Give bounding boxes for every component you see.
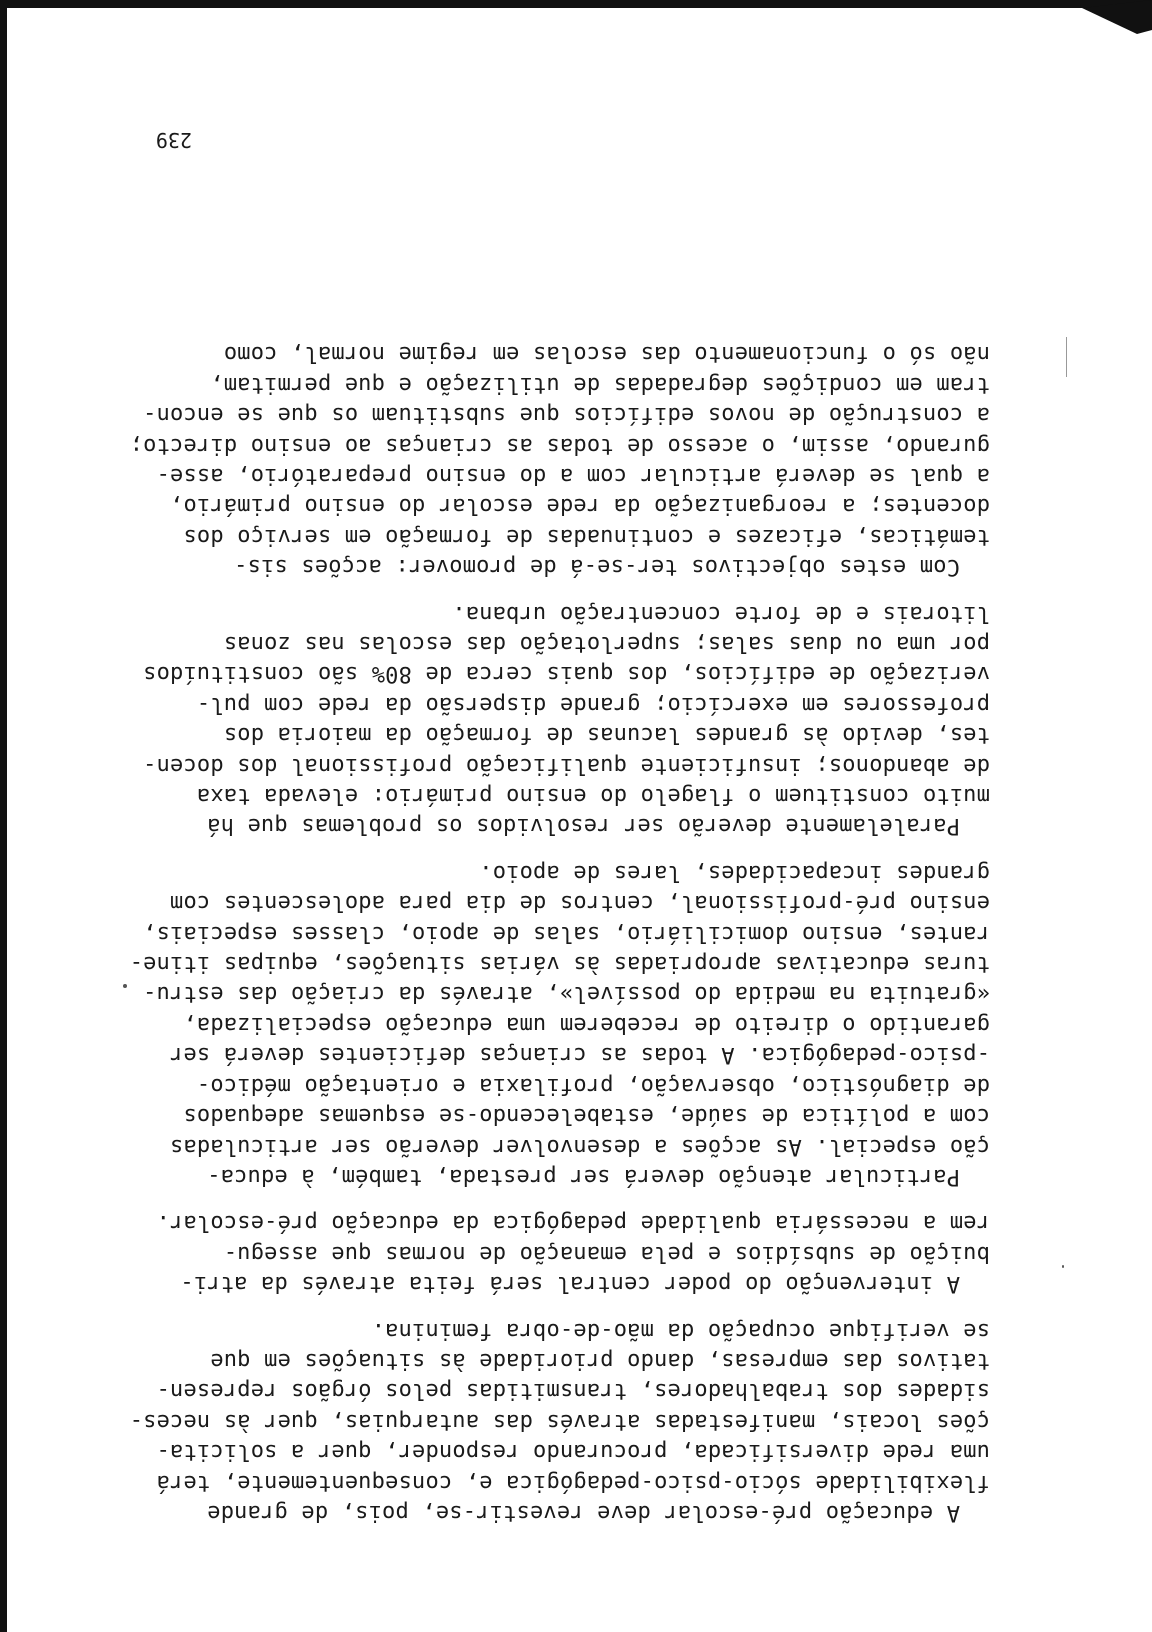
text-line: professores em exercício; grande dispersão da rede com pul-	[196, 691, 990, 717]
text-line: rantes, ensino domiciliário, salas de apoio, classes especiais,	[142, 920, 990, 946]
text-line: A educação pré-escolar deve revestir-se, pois, de grande	[207, 1500, 960, 1525]
body-text	[129, 322, 990, 1527]
text-line: A intervenção do poder central será feita através da atri-	[180, 1271, 960, 1297]
text-line: temáticas, eficazes e continuadas de formação em serviço dos	[183, 523, 990, 549]
text-line: tes, devido às grandes lacunas de formação da maioria dos	[223, 722, 990, 748]
text-line: verização de edifícios, dos quais cerca de 80% são constituídos	[142, 661, 990, 687]
paragraph-3	[129, 856, 990, 1190]
margin-speck	[123, 984, 127, 988]
text-line: buição de subsídios e pela emanação de normas que assegu-	[223, 1240, 990, 1266]
text-line: muito constituem o flagelo do ensino primário: elevada taxa	[196, 783, 990, 809]
text-line: turas educativas apropriadas às várias situações, equipas itine-	[129, 951, 990, 977]
text-line: tram em condições degradadas de utilização e que permitam,	[210, 371, 990, 397]
text-line: ensino pré-profissional, centros de dia para adolescentes com	[169, 890, 990, 916]
text-line: se verifique ocupação da mão-de-obra feminina.	[371, 1317, 990, 1343]
text-line: ção especial. As acções a desenvolver deverão ser articuladas	[169, 1133, 990, 1159]
text-line: sidades dos trabalhadores, transmitidas pelos órgãos represen-	[156, 1378, 990, 1404]
text-line: a construção de novos edifícios que substituam os que se encon-	[142, 402, 990, 428]
text-line: Particular atenção deverá ser prestada, também, à educa-	[207, 1163, 960, 1189]
text-line: por uma ou duas salas; superlotação das escolas nas zonas	[223, 631, 990, 657]
text-line: rem a necessária qualidade pedagógica da educação pré-escolar.	[156, 1210, 990, 1236]
paragraph-2	[156, 1207, 990, 1298]
text-line: «gratuita na medida do possível», através da criação das estru-	[142, 981, 990, 1007]
text-line: -psico-pedagógica. A todas as crianças deficientes deverá ser	[169, 1042, 990, 1068]
text-line: Paralelamente deverão ser resolvidos os problemas que há	[207, 813, 960, 839]
text-line: litorais e de forte concentração urbana.	[452, 600, 990, 626]
text-line: não só o funcionamento das escolas em regime normal, como	[223, 341, 990, 367]
text-line: com a política de saúde, estabelecendo-se esquemas adequados	[183, 1103, 990, 1129]
paragraph-1	[129, 1314, 990, 1527]
text-line: gurando, assim, o acesso de todas as crianças ao ensino directo;	[129, 432, 990, 458]
margin-speck	[1062, 1265, 1064, 1268]
text-line: garantido o direito de receberem uma educação especializada,	[183, 1011, 990, 1037]
text-line: Com estes objectivos ter-se-á de promover: acções sis-	[233, 554, 960, 580]
text-line: uma rede diversificada, procurando responder, quer a solicita-	[156, 1439, 990, 1465]
text-line: de abandonos; insuficiente qualificação profissional dos docen-	[142, 752, 990, 778]
page-number: 239	[155, 128, 192, 152]
text-line: tativos das empresas, dando prioridade às situações em que	[210, 1347, 990, 1373]
text-line: flexibilidade sócio-psico-pedagógica e, consequentemente, terá	[156, 1469, 990, 1495]
text-line: a qual se deverá articular com a do ensino preparatório, asse-	[156, 463, 990, 488]
text-line: docentes; a reorganização da rede escolar do ensino primário,	[169, 493, 990, 519]
text-line: grandes incapacidades, lares de apoio.	[479, 859, 990, 885]
margin-mark	[1066, 337, 1067, 377]
text-line: de diagnóstico, observação, profilaxia e orientação médico-	[196, 1072, 990, 1098]
paragraph-5	[129, 338, 990, 581]
text-line: ções locais, manifestadas através das autarquias, quer às neces-	[129, 1408, 990, 1434]
paragraph-4	[142, 597, 990, 840]
